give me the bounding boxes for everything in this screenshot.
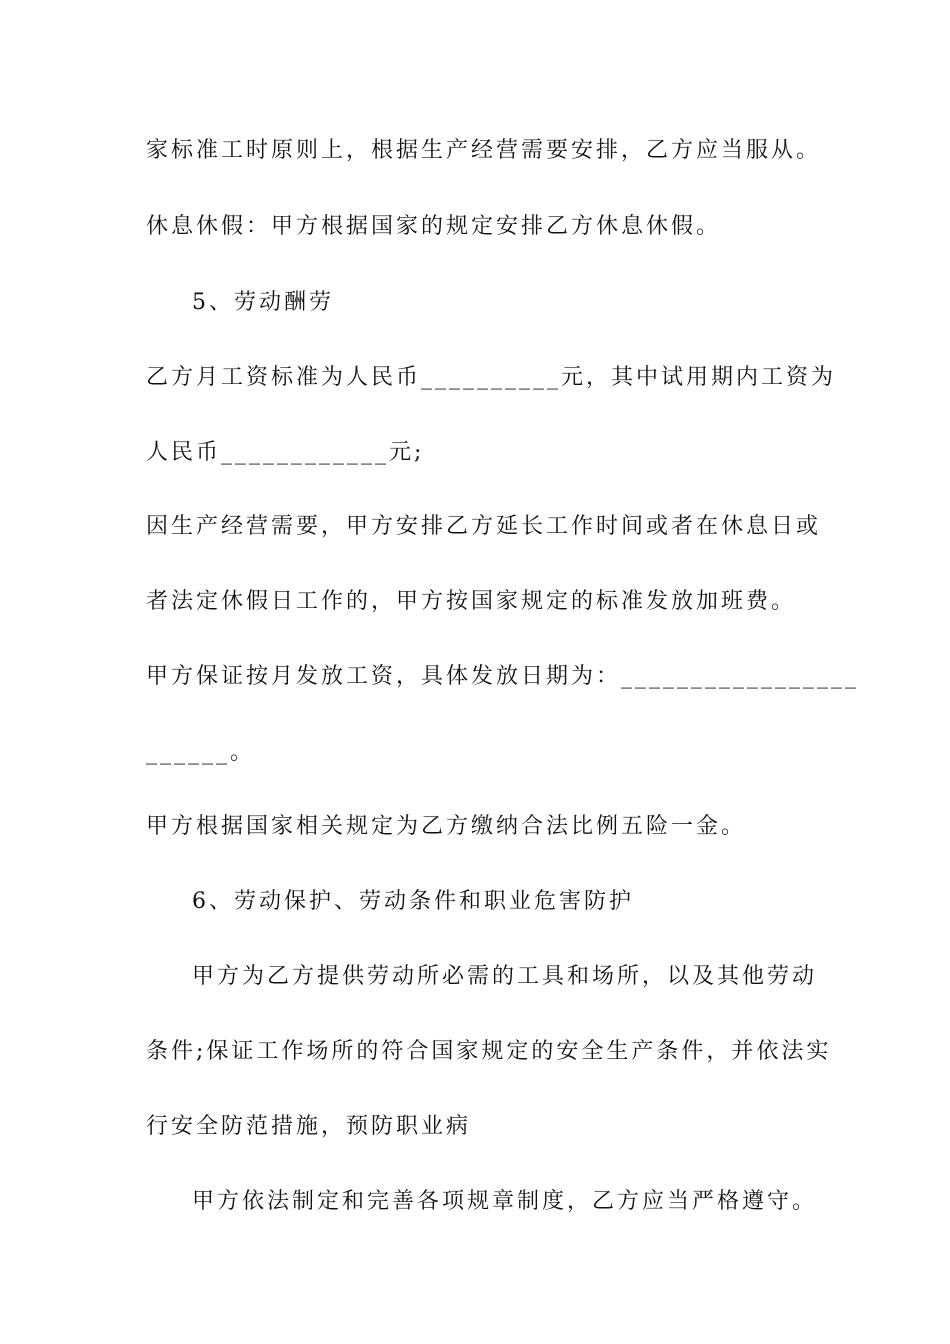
text-line-1: 家标准工时原则上，根据生产经营需要安排，乙方应当服从。	[146, 138, 822, 163]
text-line-8: 甲方保证按月发放工资，具体发放日期为：_________________	[146, 664, 860, 689]
text-line-4: 乙方月工资标准为人民币__________元，其中试用期内工资为	[146, 365, 837, 390]
text-line-5: 人民币____________元;	[146, 440, 425, 465]
text-line-10: 甲方根据国家相关规定为乙方缴纳合法比例五险一金。	[146, 814, 747, 839]
text-line-6: 因生产经营需要，甲方安排乙方延长工作时间或者在休息日或	[146, 514, 822, 539]
text-line-2: 休息休假：甲方根据国家的规定安排乙方休息休假。	[146, 214, 722, 239]
text-line-9: ______。	[146, 740, 256, 765]
text-line-12: 甲方为乙方提供劳动所必需的工具和场所，以及其他劳动	[192, 964, 818, 989]
text-line-14: 行安全防范措施，预防职业病	[146, 1114, 472, 1139]
text-line-15: 甲方依法制定和完善各项规章制度，乙方应当严格遵守。	[192, 1189, 818, 1214]
section-heading-6: 6、劳动保护、劳动条件和职业危害防护	[192, 889, 634, 914]
section-heading-5: 5、劳动酬劳	[192, 290, 334, 315]
text-line-13: 条件;保证工作场所的符合国家规定的安全生产条件，并依法实	[146, 1039, 832, 1064]
text-line-7: 者法定休假日工作的，甲方按国家规定的标准发放加班费。	[146, 589, 797, 614]
